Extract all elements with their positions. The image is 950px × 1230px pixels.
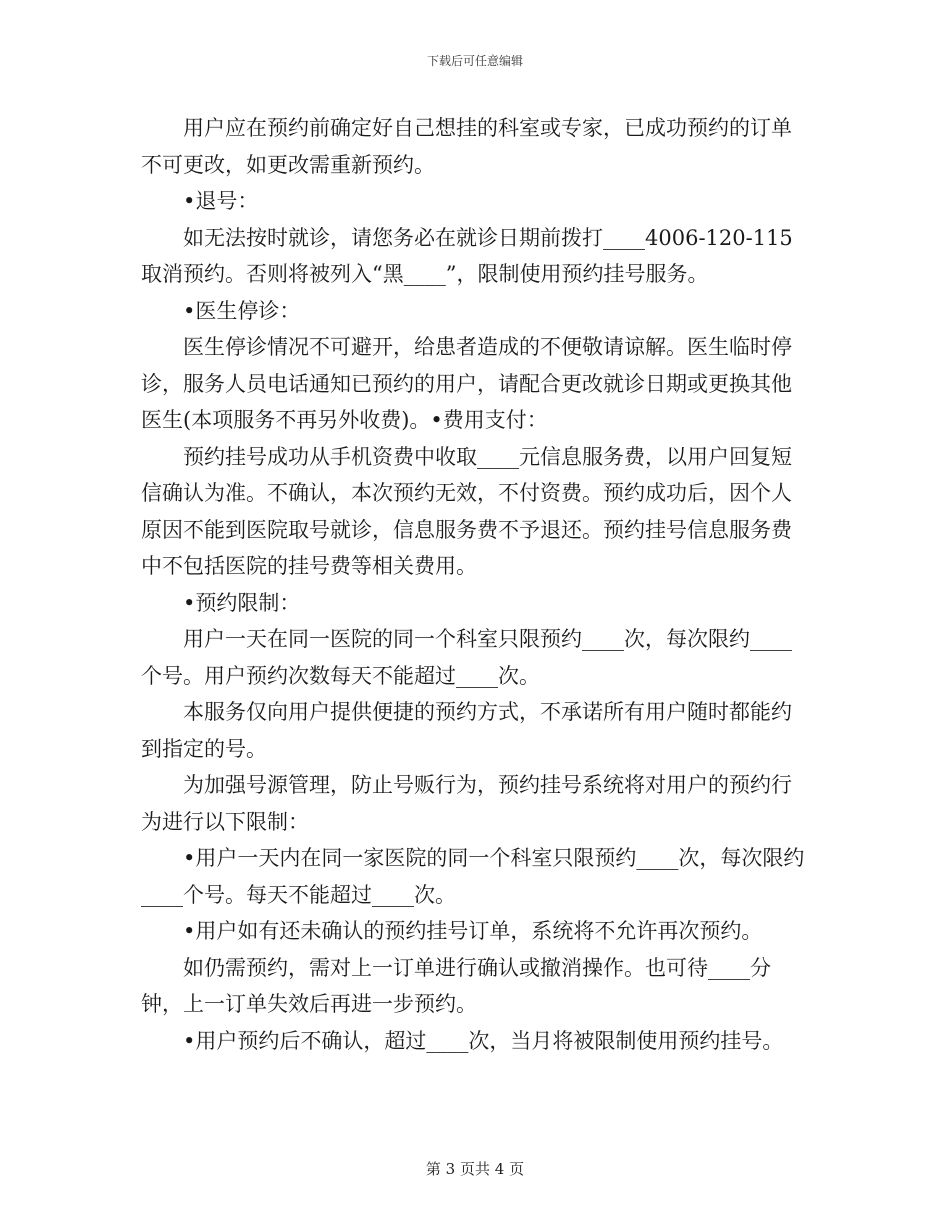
heading-booking-limits: •预约限制： (183, 590, 301, 615)
paragraph-booking-limits: 用户一天在同一医院的同一个科室只限预约____次，每次限约____个号。用户预约次数每天不能超过____次。 (141, 627, 792, 688)
heading-doctor-suspension: •医生停诊： (183, 298, 301, 323)
paragraph-fee-payment: 预约挂号成功从手机资费中收取____元信息服务费，以用户回复短信确认为准。不确认，本次预约无效，不付资费。预约成功后，因个人原因不能到医院取号就诊，信息服务费不予退还。预约挂号信息服务费中不包括医院的挂号费等相关费用。 (141, 444, 792, 578)
paragraph-rebook: 如仍需预约，需对上一订单进行确认或撤消操作。也可待____分钟，上一订单失效后再进一步预约。 (141, 955, 771, 1016)
paragraph-cancellation: 如无法按时就诊，请您务必在就诊日期前拨打____4006-120-115取消预约。否则将被列入“黑____”，限制使用预约挂号服务。 (141, 225, 793, 286)
paragraph-source-management: 为加强号源管理，防止号贩行为，预约挂号系统将对用户的预约行为进行以下限制： (141, 773, 792, 834)
page-footer: 第 3 页共 4 页 (425, 1160, 525, 1178)
list-item-daily-limit: •用户一天内在同一家医院的同一个科室只限预约____次，每次限约____个号。每天不能超过____次。 (141, 846, 805, 907)
heading-cancellation: •退号： (183, 189, 259, 213)
page-header: 下载后可任意编辑 (426, 54, 523, 68)
document-body (141, 110, 811, 1059)
paragraph-booking-note: 用户应在预约前确定好自己想挂的科室或专家，已成功预约的订单不可更改，如更改需重新预约。 (141, 116, 792, 177)
list-item-monthly-restriction: •用户预约后不确认，超过____次，当月将被限制使用预约挂号。 (183, 1028, 784, 1053)
list-item-unconfirmed-order: •用户如有还未确认的预约挂号订单，系统将不允许再次预约。 (183, 919, 763, 943)
paragraph-service-disclaimer: 本服务仅向用户提供便捷的预约方式，不承诺所有用户随时都能约到指定的号。 (141, 700, 792, 761)
paragraph-doctor-suspension: 医生停诊情况不可避开，给患者造成的不便敬请谅解。医生临时停诊，服务人员电话通知已预约的用户，请配合更改就诊日期或更换其他医生(本项服务不再另外收费)。•费用支付： (141, 335, 792, 432)
